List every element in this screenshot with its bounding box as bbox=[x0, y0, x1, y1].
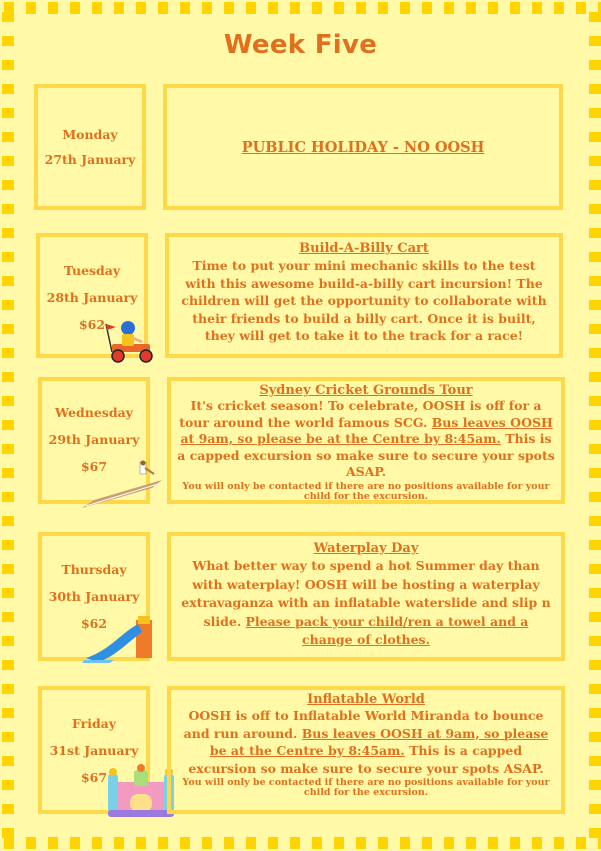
day-box-monday bbox=[34, 84, 146, 210]
description-text: What better way to spend a hot Summer day than with waterplay! OOSH will be hosting a waterplay extravaganza with an inflatable waterslide and slip n slide. bbox=[181, 558, 551, 629]
billy-cart-icon bbox=[100, 316, 160, 366]
day-date: 31st January bbox=[49, 743, 139, 758]
dotted-border-bottom bbox=[0, 837, 601, 851]
day-name: Tuesday bbox=[63, 263, 121, 278]
description-text: Time to put your mini mechanic skills to the test with this awesome build-a-billy cart incursion! The children will get the opportunity to collaborate with their friends to build a billy cart. Once it is built, they will get to take it to the track for a race! bbox=[181, 258, 547, 343]
activity-title: PUBLIC HOLIDAY - NO OOSH bbox=[241, 138, 485, 156]
day-name: Thursday bbox=[61, 562, 127, 577]
dotted-border-top bbox=[0, 0, 601, 14]
highlighted-instruction: Bus leaves OOSH at 9am, so please be at the Centre by 8:45am. bbox=[209, 725, 549, 758]
day-date: 28th January bbox=[46, 290, 138, 305]
day-date: 29th January bbox=[48, 432, 140, 447]
activity-title: Waterplay Day bbox=[313, 541, 419, 556]
day-date: 27th January bbox=[44, 152, 136, 167]
activity-box-thursday bbox=[167, 532, 565, 661]
day-price: $67 bbox=[80, 770, 108, 785]
dotted-border-right bbox=[587, 0, 601, 851]
activity-note: You will only be contacted if there are no positions available for your child for the excursion. bbox=[182, 777, 550, 798]
day-name: Wednesday bbox=[55, 405, 133, 420]
activity-box-wednesday bbox=[167, 377, 565, 504]
day-price: $62 bbox=[78, 317, 106, 332]
dotted-border-left bbox=[0, 0, 14, 851]
day-date: 30th January bbox=[48, 589, 140, 604]
activity-description bbox=[177, 557, 555, 650]
highlighted-instruction: Bus leaves OOSH at 9am, so please be at the Centre by 8:45am. bbox=[180, 414, 553, 446]
activity-box-tuesday bbox=[165, 233, 563, 358]
activity-box-monday bbox=[163, 84, 563, 210]
cricket-pitch-icon bbox=[74, 460, 166, 512]
description-text: This is a capped excursion so make sure to secure your spots ASAP. bbox=[177, 431, 555, 479]
activity-title: Inflatable World bbox=[307, 692, 425, 707]
day-price: $62 bbox=[80, 616, 108, 631]
activity-description bbox=[177, 398, 555, 481]
description-text: OOSH is off to Inflatable World Miranda to bounce and run around. bbox=[183, 708, 544, 741]
page-title: Week Five bbox=[223, 30, 378, 60]
day-price: $67 bbox=[80, 459, 108, 474]
activity-description bbox=[177, 257, 551, 345]
activity-title: Sydney Cricket Grounds Tour bbox=[259, 383, 473, 398]
activity-description bbox=[177, 707, 555, 777]
waterslide-icon bbox=[80, 614, 158, 664]
day-name: Monday bbox=[62, 127, 118, 142]
highlighted-instruction: Please pack your child/ren a towel and a change of clothes. bbox=[245, 613, 529, 647]
activity-title: Build-A-Billy Cart bbox=[299, 241, 429, 256]
description-text: This is a capped excursion so make sure to secure your spots ASAP. bbox=[188, 743, 544, 776]
description-text: It's cricket season! To celebrate, OOSH is off for a tour around the world famous SCG. bbox=[179, 398, 542, 430]
activity-box-friday bbox=[167, 686, 565, 814]
activity-note: You will only be contacted if there are no positions available for your child for the excursion. bbox=[182, 480, 550, 502]
day-name: Friday bbox=[71, 716, 117, 731]
